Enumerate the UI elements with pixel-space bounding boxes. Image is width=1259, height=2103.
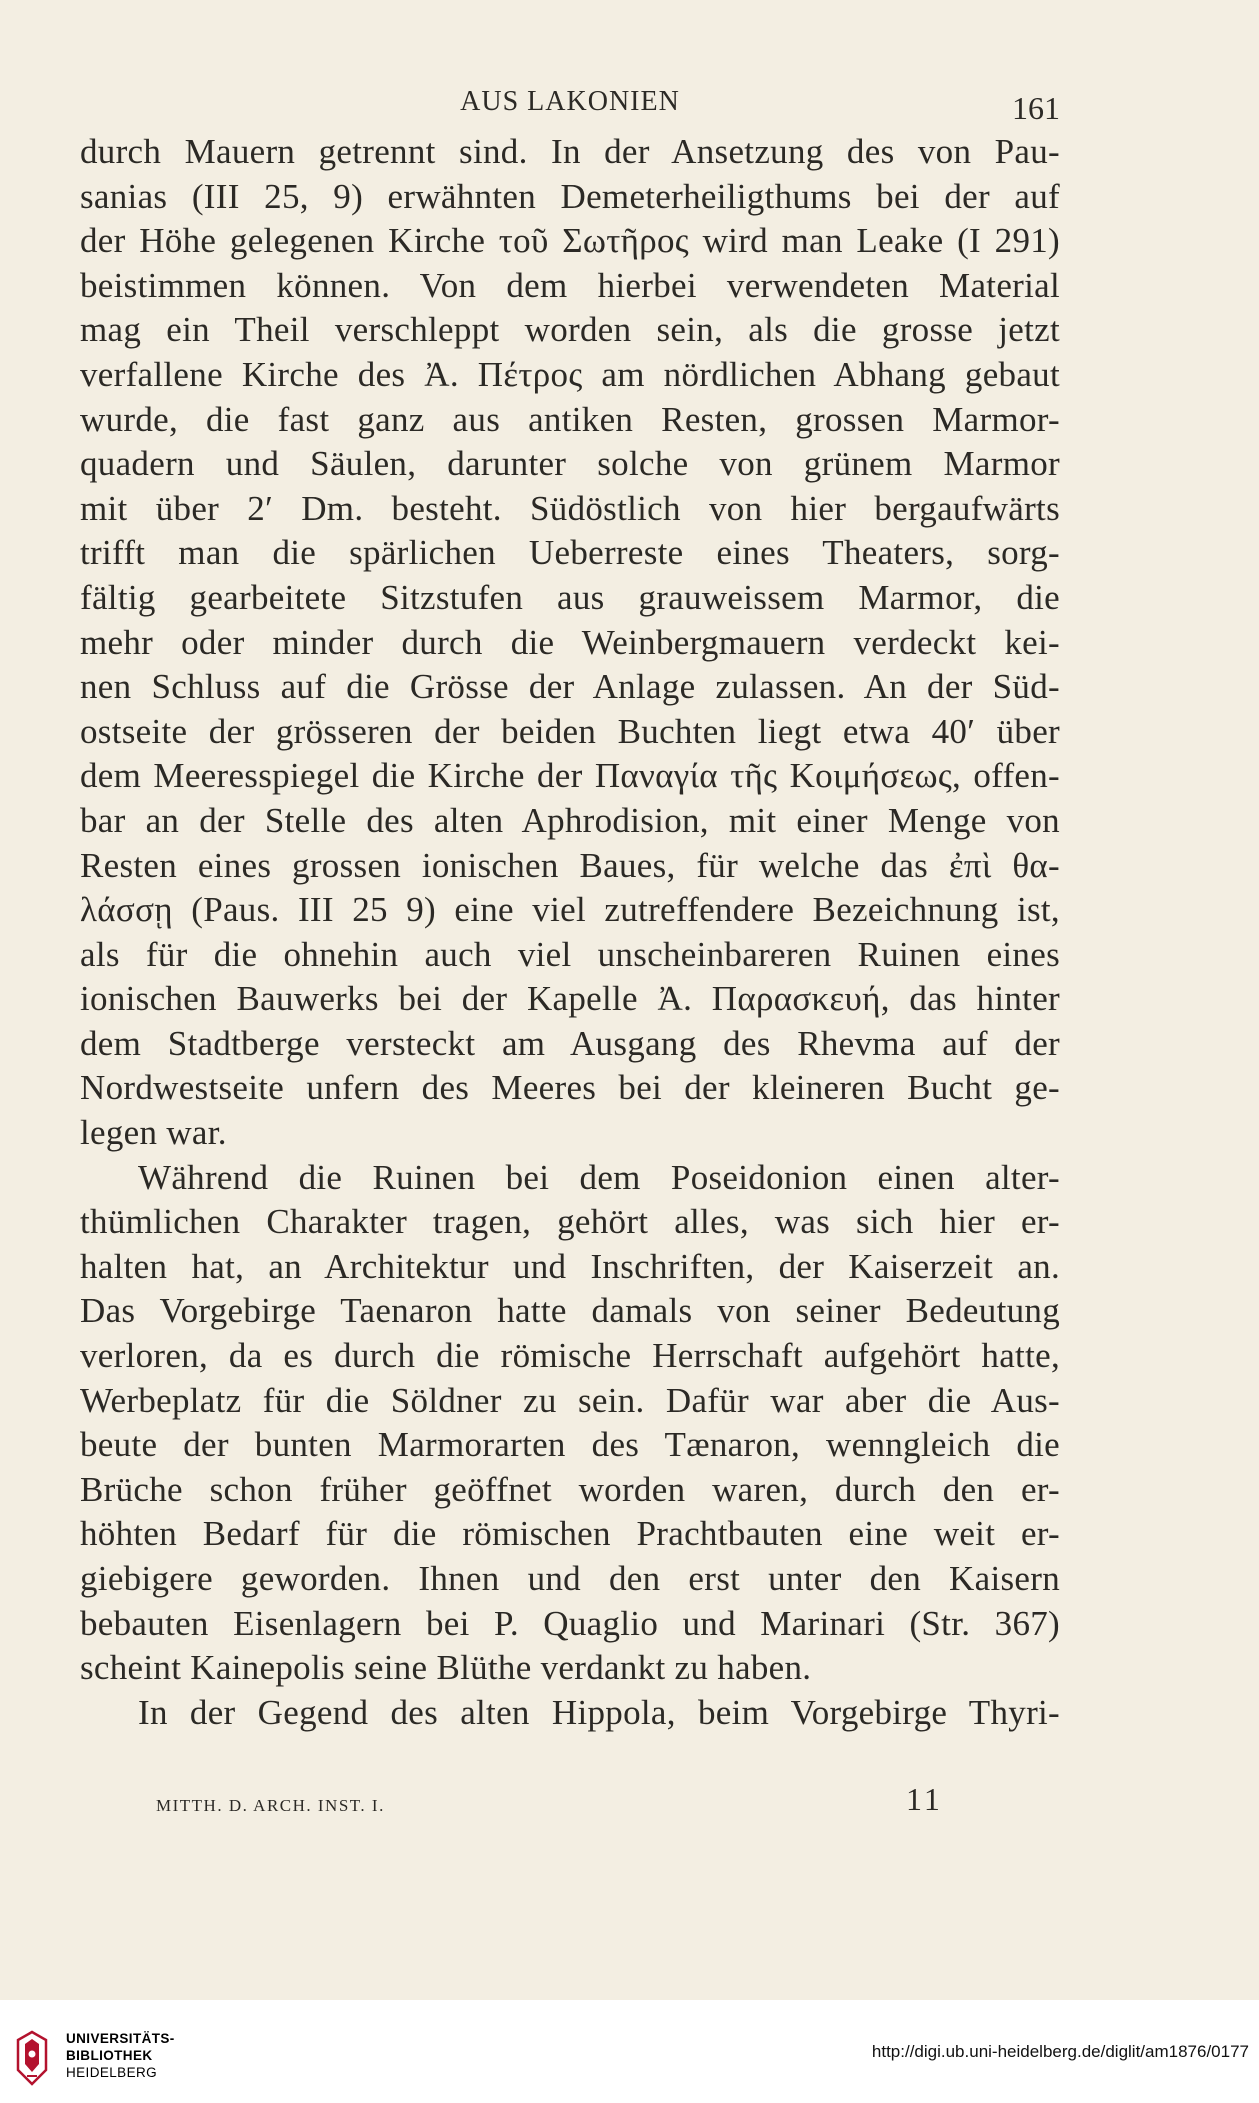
library-line-2: BIBLIOTHEK [66, 2048, 153, 2063]
text-line: mag ein Theil verschleppt worden sein, als die grosse jetzt [80, 310, 1060, 350]
text-line: bebauten Eisenlagern bei P. Quaglio und Marinari (Str. 367) [80, 1603, 1060, 1643]
body-text [80, 130, 1060, 1735]
text-line: Während die Ruinen bei dem Poseidonion einen alter- [138, 1157, 1060, 1197]
text-line: mehr oder minder durch die Weinbergmauern verdeckt kei- [80, 622, 1060, 662]
text-line: Werbeplatz für die Söldner zu sein. Dafür war aber die Aus- [80, 1380, 1060, 1420]
sheet-number: 11 [906, 1781, 943, 1817]
text-line: sanias (III 25, 9) erwähnten Demeterheiligthums bei der auf [80, 176, 1060, 216]
text-line: als für die ohnehin auch viel unscheinbareren Ruinen eines [80, 934, 1060, 974]
library-footer-bar [0, 2000, 1259, 2103]
text-line: der Höhe gelegenen Kirche τοῦ Σωτῆρος wird man Leake (I 291) [80, 221, 1060, 261]
text-line: thümlichen Charakter tragen, gehört alles, was sich hier er- [80, 1202, 1060, 1242]
university-seal-icon[interactable] [12, 2030, 52, 2086]
source-url-link[interactable]: http://digi.ub.uni-heidelberg.de/diglit/am1876/0177 [871, 2042, 1249, 2061]
page-number: 161 [1012, 90, 1060, 126]
text-line: wurde, die fast ganz aus antiken Resten, grossen Marmor- [80, 399, 1060, 439]
library-name[interactable] [66, 2030, 175, 2081]
text-line: Brüche schon früher geöffnet worden waren, durch den er- [80, 1469, 1060, 1509]
library-line-1: UNIVERSITÄTS- [66, 2031, 175, 2046]
text-line: nen Schluss auf die Grösse der Anlage zulassen. An der Süd- [80, 667, 1060, 707]
text-line: Nordwestseite unfern des Meeres bei der kleineren Bucht ge- [80, 1068, 1060, 1108]
text-line: verfallene Kirche des Ἀ. Πέτρος am nördlichen Abhang gebaut [80, 354, 1060, 394]
text-line: legen war. [80, 1113, 227, 1153]
text-line: ostseite der grösseren der beiden Buchten liegt etwa 40′ über [80, 711, 1060, 751]
text-line: trifft man die spärlichen Ueberreste eines Theaters, sorg- [80, 533, 1060, 573]
text-line: verloren, da es durch die römische Herrschaft aufgehört hatte, [80, 1336, 1060, 1376]
text-line: höhten Bedarf für die römischen Prachtbauten eine weit er- [80, 1514, 1060, 1554]
library-line-3: HEIDELBERG [66, 2065, 158, 2080]
text-line: ionischen Bauwerks bei der Kapelle Ἀ. Παρασκευή, das hinter [80, 979, 1060, 1019]
running-head: AUS LAKONIEN [460, 86, 680, 117]
text-line: λάσσῃ (Paus. III 25 9) eine viel zutreffendere Bezeichnung ist, [80, 890, 1060, 930]
text-line: scheint Kainepolis seine Blüthe verdankt zu haben. [80, 1648, 812, 1688]
text-line: giebigere geworden. Ihnen und den erst unter den Kaisern [80, 1559, 1060, 1598]
text-line: beistimmen können. Von dem hierbei verwendeten Material [80, 265, 1060, 305]
text-line: Resten eines grossen ionischen Baues, für welche das ἐπὶ θα- [80, 845, 1060, 885]
signature-mark: MITTH. D. ARCH. INST. I. [156, 1796, 385, 1815]
text-line: quadern und Säulen, darunter solche von grünem Marmor [80, 444, 1060, 484]
text-line: bar an der Stelle des alten Aphrodision, mit einer Menge von [80, 800, 1060, 840]
text-line: durch Mauern getrennt sind. In der Ansetzung des von Pau- [80, 132, 1060, 171]
text-line: dem Meeresspiegel die Kirche der Παναγία τῆς Κοιμήσεως, offen- [80, 756, 1060, 796]
page-footer [80, 1776, 1060, 1826]
text-line: fältig gearbeitete Sitzstufen aus grauweissem Marmor, die [80, 577, 1060, 617]
text-line: dem Stadtberge versteckt am Ausgang des Rhevma auf der [80, 1023, 1060, 1063]
page-header [80, 86, 1060, 126]
text-line: beute der bunten Marmorarten des Tænaron, wenngleich die [80, 1425, 1060, 1465]
text-line: halten hat, an Architektur und Inschriften, der Kaiserzeit an. [80, 1246, 1060, 1286]
text-line: mit über 2′ Dm. besteht. Südöstlich von hier bergaufwärts [80, 488, 1060, 528]
text-line: Das Vorgebirge Taenaron hatte damals von seiner Bedeutung [80, 1291, 1060, 1331]
text-line: In der Gegend des alten Hippola, beim Vorgebirge Thyri- [138, 1692, 1060, 1732]
